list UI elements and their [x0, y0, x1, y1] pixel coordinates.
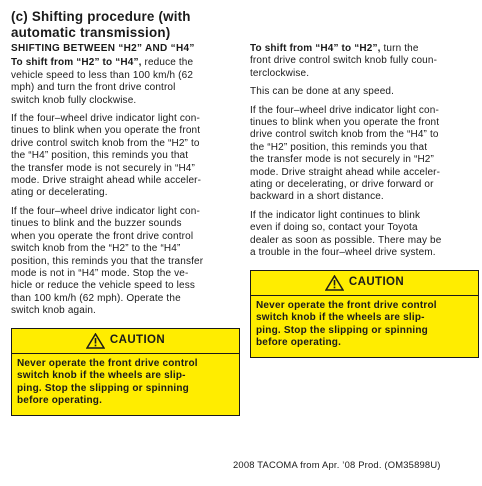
- right-caution-text: Never operate the front drive control switch knob if the wheels are slip- ping. Stop the slipping or spinning before operating.: [256, 299, 437, 349]
- warning-triangle-icon: [86, 333, 105, 349]
- right-caution-header: [251, 271, 478, 296]
- warning-triangle-icon: [325, 275, 344, 291]
- left-caution-text: Never operate the front drive control switch knob if the wheels are slip- ping. Stop the slipping or spinning before operating.: [17, 357, 198, 407]
- right-paragraph-1: [250, 43, 479, 80]
- page-footer: 2008 TACOMA from Apr. ’08 Prod. (OM35898U): [233, 459, 441, 470]
- left-subheading: SHIFTING BETWEEN “H2” AND “H4”: [11, 43, 195, 54]
- left-caution-box: [11, 328, 240, 416]
- right-caution-box: [250, 270, 479, 358]
- right-paragraph-1-rest: turn the front drive control switch knob fully coun- terclockwise.: [250, 43, 438, 79]
- left-column: [11, 43, 240, 416]
- left-paragraph-1-lead: To shift from “H2” to “H4”,: [11, 57, 142, 69]
- right-paragraph-2: This can be done at any speed.: [250, 86, 395, 98]
- right-caution-label: CAUTION: [348, 276, 405, 289]
- left-paragraph-1-rest: reduce the vehicle speed to less than 100 km/h (62 mph) and turn the front drive control switch knob fully clockwise.: [11, 57, 194, 106]
- left-paragraph-2: If the four–wheel drive indicator light con- tinues to blink when you operate the front drive control switch knob from the “H2” to the “H4” position, this reminds you that the transfer mode is not securely in “H4” mode. Drive straight ahead while acceler- ating or decelerating.: [11, 113, 202, 199]
- right-paragraph-1-lead: To shift from “H4” to “H2”,: [250, 43, 381, 54]
- right-paragraph-3: If the four–wheel drive indicator light con- tinues to blink when you operate the front drive control switch knob from the “H4” to the “H2” position, this reminds you that the transfer mode is not securely in “H2” mode. Drive straight ahead while acceler- ating or decelerating, or drive forward or backward in a short distance.: [250, 104, 441, 203]
- right-paragraph-4: If the indicator light continues to blink even if doing so, contact your Toyota dealer as soon as possible. There may be a trouble in the four–wheel drive system.: [250, 209, 442, 259]
- left-caution-header: [12, 329, 239, 354]
- left-caution-label: CAUTION: [109, 334, 166, 347]
- right-column: [250, 43, 479, 358]
- left-paragraph-1: [11, 57, 240, 107]
- left-paragraph-3: If the four–wheel drive indicator light con- tinues to blink and the buzzer sounds when you operate the front drive control switch knob from the “H2” to the “H4” position, this reminds you that the transfer mode is not in “H4” mode. Stop the ve- hicle or reduce the vehicle speed to less than 100 km/h (62 mph). Operate the switch knob again.: [11, 205, 204, 317]
- section-title: (c) Shifting procedure (with automatic transmission): [11, 9, 191, 40]
